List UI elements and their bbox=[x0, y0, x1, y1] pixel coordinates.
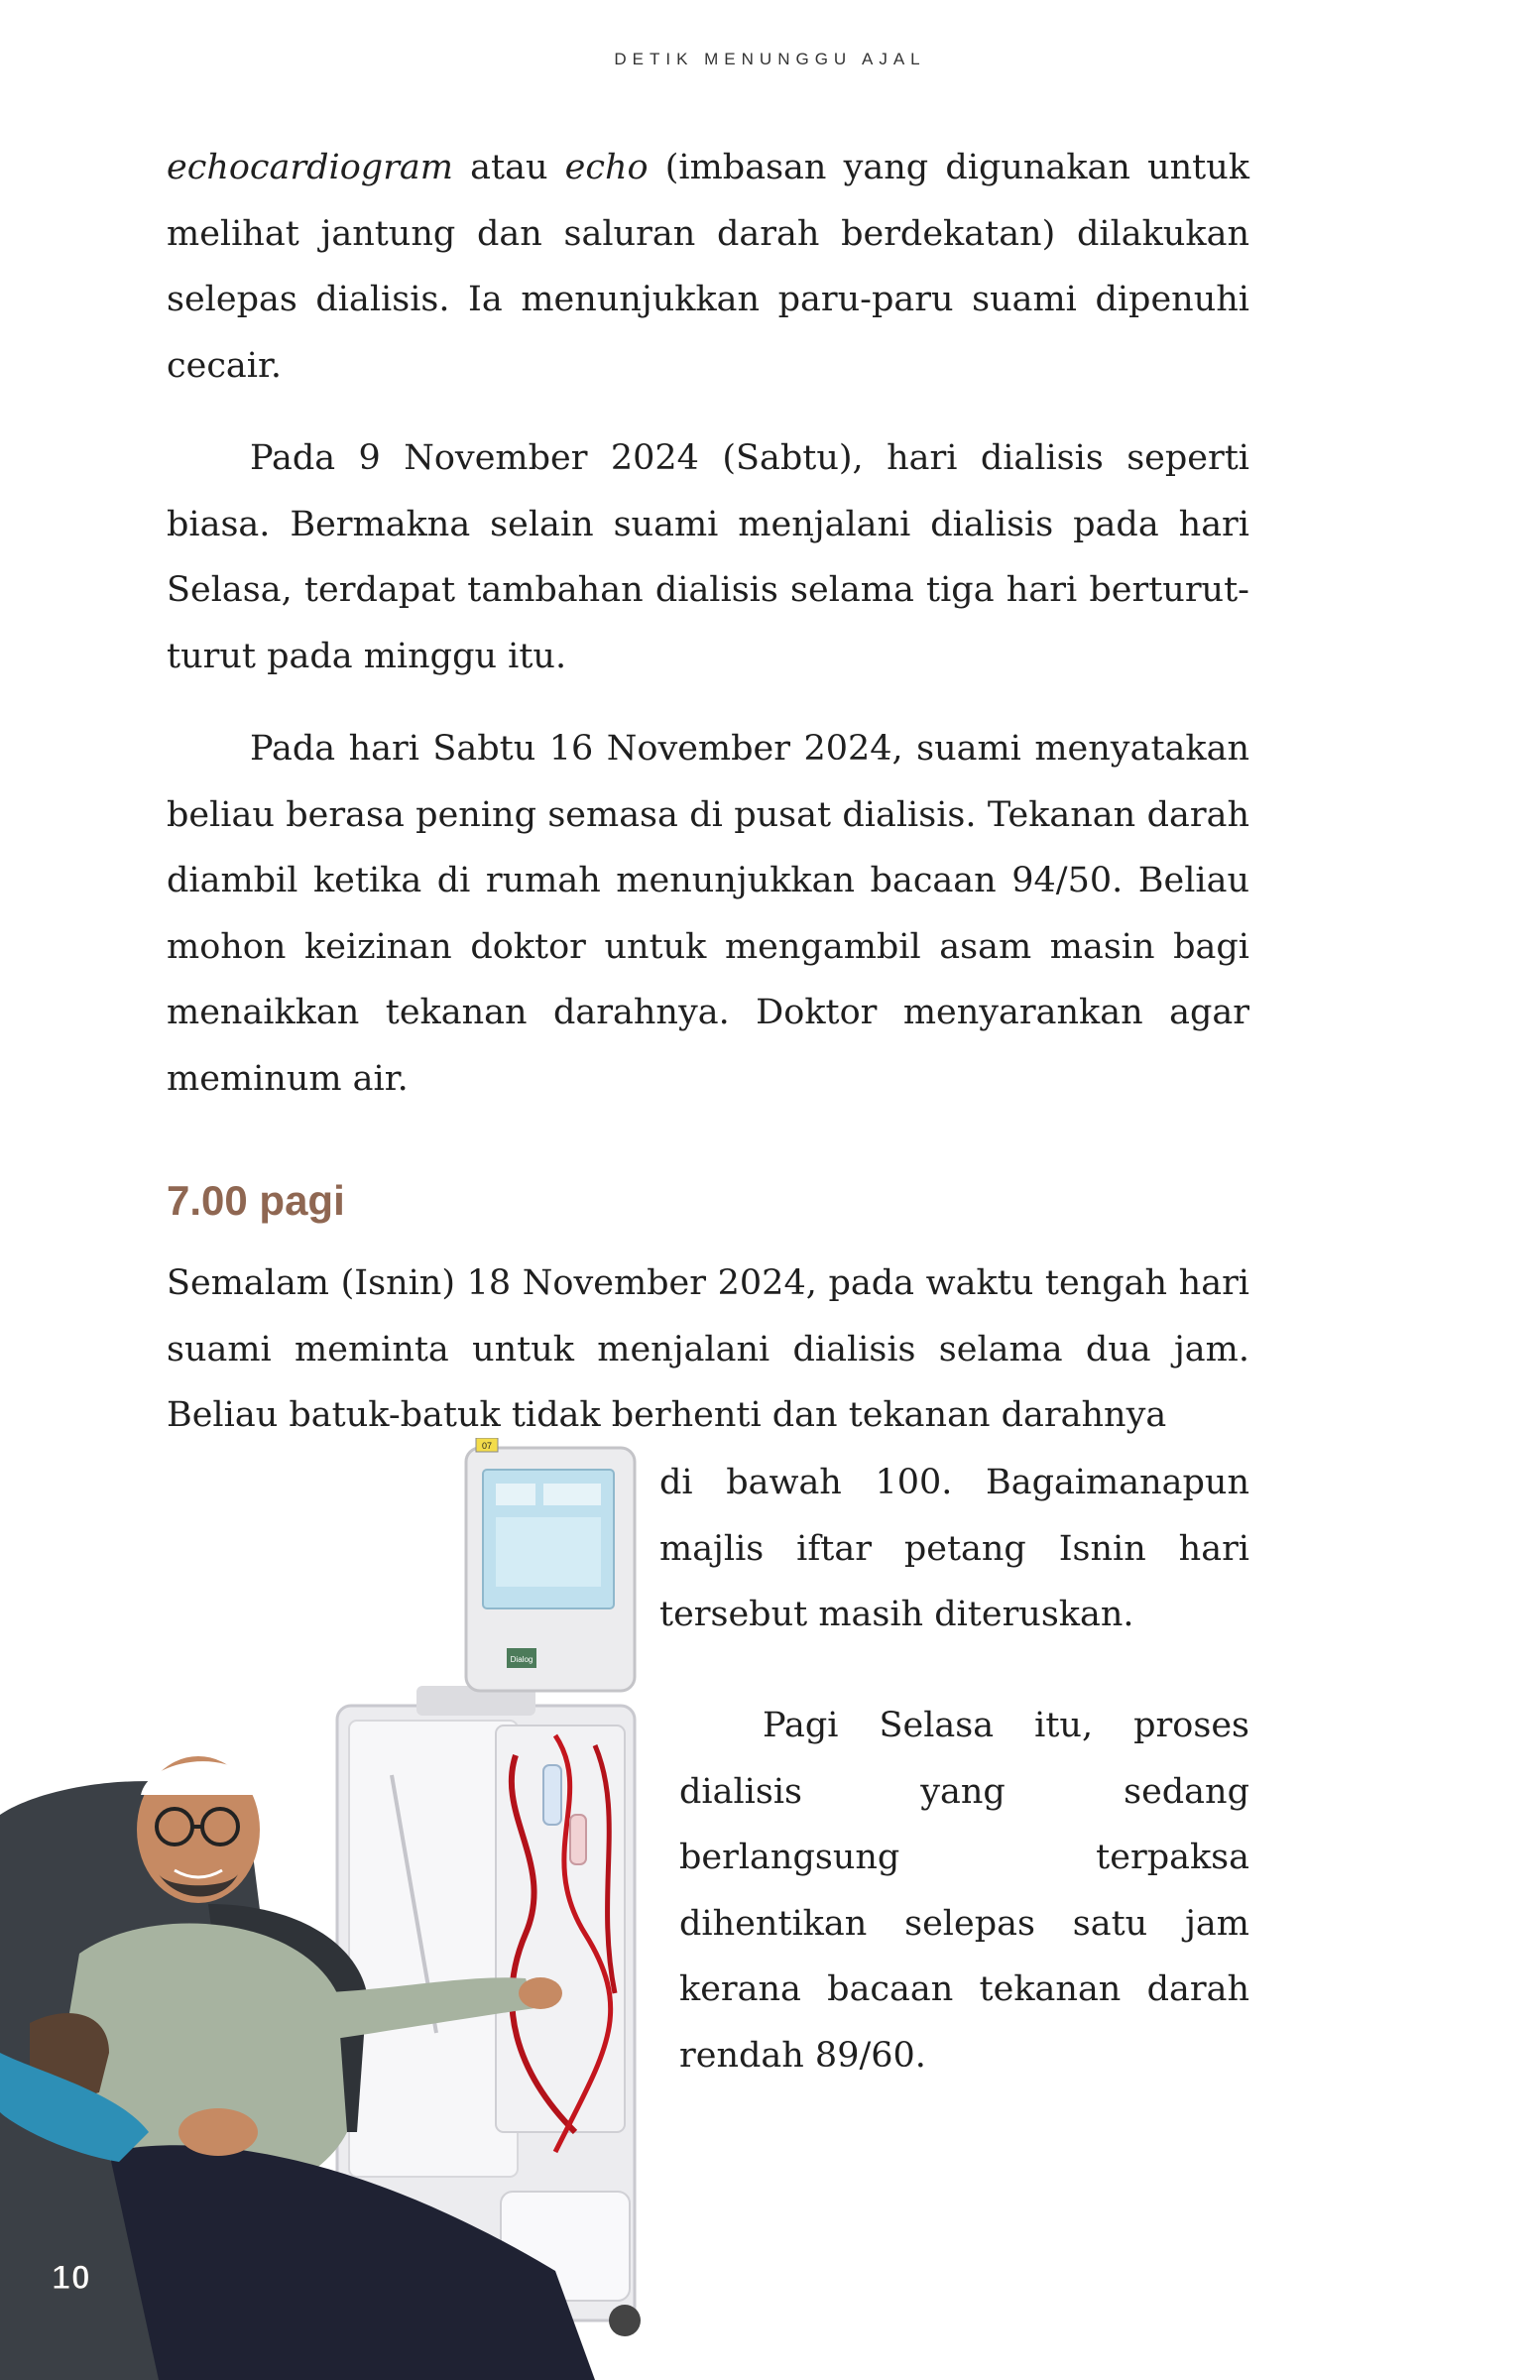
paragraph-3: Pada hari Sabtu 16 November 2024, suami menyatakan beliau berasa pening semasa di pusat dialisis. Tekanan darah diambil ketika di rumah menunjukkan bacaan 94/50. Beliau mohon keizinan doktor untuk mengambil asam masin bagi menaikkan tekanan darahnya. Doktor menyarankan agar meminum air. bbox=[167, 729, 1249, 1099]
main-text bbox=[167, 135, 1249, 1449]
paragraph-5: Pagi Selasa itu, proses dialisis yang sedang berlangsung terpaksa dihentikan selepas satu jam kerana bacaan tekanan darah rendah 89/60. bbox=[679, 1706, 1249, 2076]
paragraph-5-column bbox=[679, 1693, 1249, 2088]
p1-mid: atau bbox=[453, 148, 565, 187]
screen-tag-label: 07 bbox=[481, 1441, 493, 1451]
paragraph-4-continued-column bbox=[659, 1450, 1249, 1648]
page-number: 10 bbox=[52, 2259, 91, 2297]
paragraph-1 bbox=[167, 135, 1249, 399]
running-head: DETIK MENUNGGU AJAL bbox=[614, 50, 926, 68]
paragraph-4: Semalam (Isnin) 18 November 2024, pada waktu tengah hari suami meminta untuk menjalani dialisis selama dua jam. Beliau batuk-batuk tidak berhenti dan tekanan darahnya bbox=[167, 1263, 1249, 1435]
machine-brand-label: Dialog bbox=[510, 1655, 533, 1664]
dialysis-patient-photo-icon bbox=[0, 1438, 674, 2380]
term-echo: echo bbox=[564, 148, 649, 187]
section-heading: 7.00 pagi bbox=[167, 1177, 345, 1224]
paragraph-2: Pada 9 November 2024 (Sabtu), hari dialisis seperti biasa. Bermakna selain suami menjalani dialisis pada hari Selasa, terdapat tambahan dialisis selama tiga hari berturut-turut pada minggu itu. bbox=[167, 438, 1249, 676]
p1-rest: (imbasan yang digunakan untuk melihat jantung dan saluran darah berdekatan) dilakukan selepas dialisis. Ia menunjukkan paru-paru suami dipenuhi cecair. bbox=[167, 148, 1249, 386]
paragraph-4-continued: di bawah 100. Bagaimanapun majlis iftar petang Isnin hari tersebut masih diteruskan. bbox=[659, 1463, 1249, 1634]
term-echocardiogram: echocardiogram bbox=[167, 148, 453, 187]
